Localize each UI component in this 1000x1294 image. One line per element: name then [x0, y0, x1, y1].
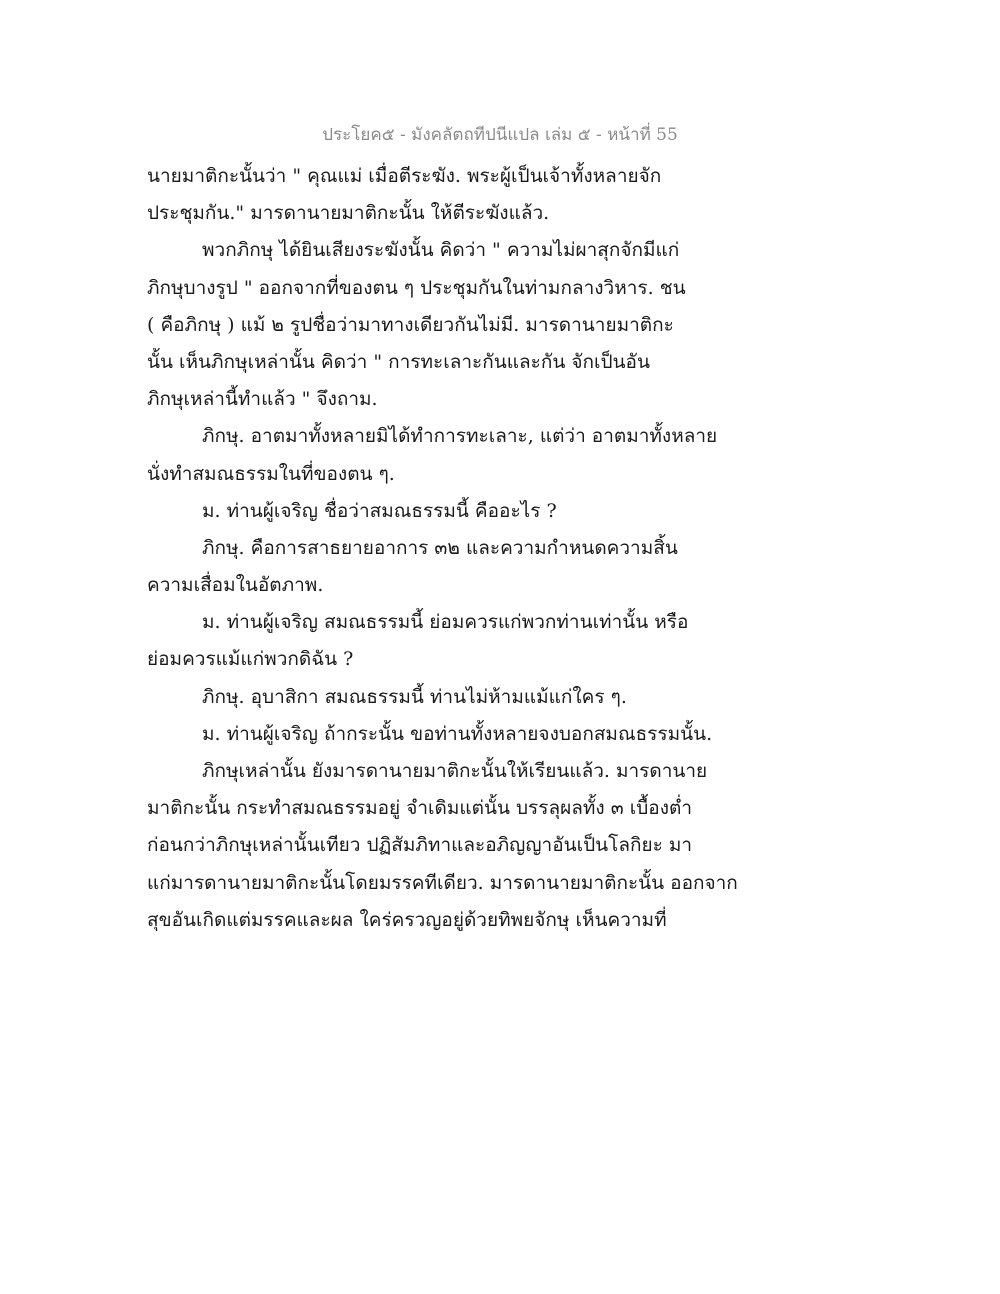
text-line: ( คือภิกษุ ) แม้ ๒ รูปชื่อว่ามาทางเดียวกันไม่มี. มารดานายมาติกะ [147, 313, 674, 336]
text-line: ภิกษุเหล่านั้น ยังมารดานายมาติกะนั้นให้เรียนแล้ว. มารดานาย [202, 760, 708, 782]
text-line: พวกภิกษุ ได้ยินเสียงระฆังนั้น คิดว่า " ความไม่ผาสุกจักมีแก่ [202, 239, 680, 262]
text-line: ภิกษุเหล่านี้ทำแล้ว " จึงถาม. [147, 388, 378, 411]
text-line: ย่อมควรแม้แก่พวกดิฉัน ? [147, 648, 354, 671]
text-line: นั้น เห็นภิกษุเหล่านั้น คิดว่า " การทะเลาะกันและกัน จักเป็นอัน [147, 350, 650, 373]
text-line: นั่งทำสมณธรรมในที่ของตน ๆ. [147, 462, 395, 485]
text-line: ม. ท่านผู้เจริญ สมณธรรมนี้ ย่อมควรแก่พวกท่านเท่านั้น หรือ [202, 611, 689, 634]
text-line: มาติกะนั้น กระทำสมณธรรมอยู่ จำเดิมแต่นั้น บรรลุผลทั้ง ๓ เบื้องต่ำ [147, 797, 692, 820]
text-line: ม. ท่านผู้เจริญ ถ้ากระนั้น ขอท่านทั้งหลายจงบอกสมณธรรมนั้น. [202, 722, 713, 745]
text-line: ก่อนกว่าภิกษุเหล่านั้นเทียว ปฏิสัมภิทาและอภิญญาอันเป็นโลกิยะ มา [147, 834, 693, 857]
body-text [147, 158, 847, 939]
text-line: ภิกษุบางรูป " ออกจากที่ของตน ๆ ประชุมกันในท่ามกลางวิหาร. ชน [147, 276, 686, 299]
text-line: แก่มารดานายมาติกะนั้นโดยมรรคทีเดียว. มารดานายมาติกะนั้น ออกจาก [147, 871, 738, 894]
running-header: ประโยค๕ - มังคลัตถทีปนีแปล เล่ม ๕ - หน้าที่ 55 [322, 125, 678, 145]
text-line: สุขอันเกิดแต่มรรคและผล ใคร่ครวญอยู่ด้วยทิพยจักษุ เห็นความที่ [147, 908, 667, 931]
text-line: ภิกษุ. อาตมาทั้งหลายมิได้ทำการทะเลาะ, แต่ว่า อาตมาทั้งหลาย [202, 425, 718, 448]
text-line: ภิกษุ. คือการสาธยายอาการ ๓๒ และความกำหนดความสิ้น [202, 536, 678, 559]
text-line: ม. ท่านผู้เจริญ ชื่อว่าสมณธรรมนี้ คืออะไร ? [202, 499, 557, 522]
text-line: นายมาติกะนั้นว่า " คุณแม่ เมื่อตีระฆัง. พระผู้เป็นเจ้าทั้งหลายจัก [147, 165, 662, 187]
text-line: ภิกษุ. อุบาสิกา สมณธรรมนี้ ท่านไม่ห้ามแม้แก่ใคร ๆ. [202, 685, 627, 708]
text-line: ความเสื่อมในอัตภาพ. [147, 574, 324, 597]
text-line: ประชุมกัน." มารดานายมาติกะนั้น ให้ตีระฆังแล้ว. [147, 202, 550, 225]
